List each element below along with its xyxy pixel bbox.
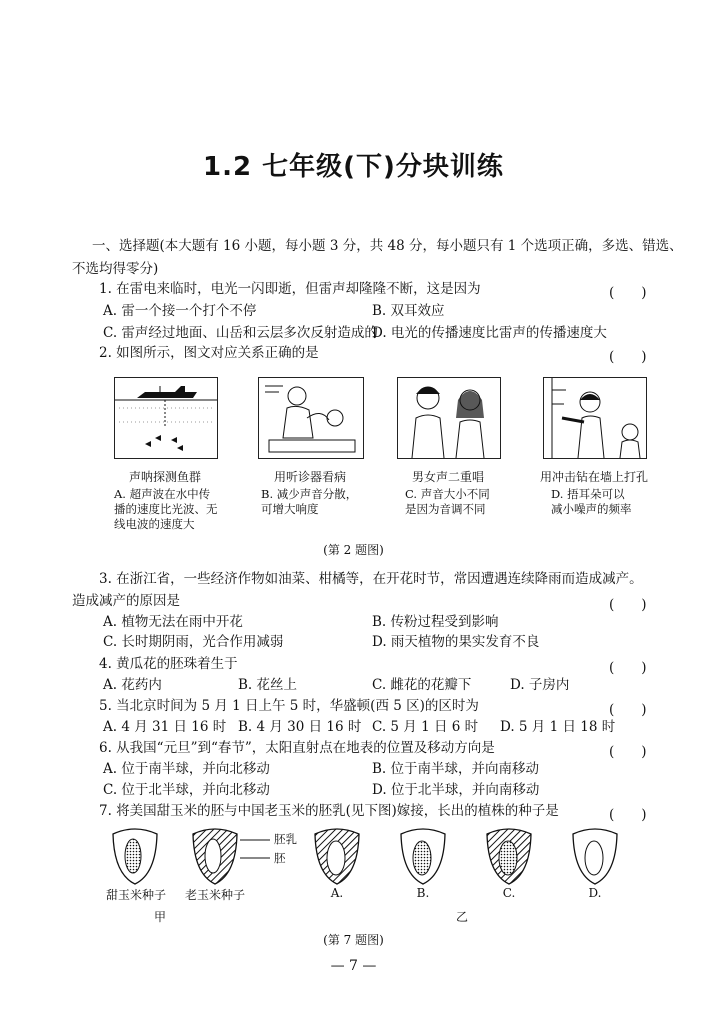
panel-caption-c: 男女声二重唱 [411, 470, 484, 484]
q5-stem: 5. 当北京时间为 5 月 1 日上午 5 时，华盛顿(西 5 区)的区时为 [99, 698, 479, 714]
q7-stem: 7. 将美国甜玉米的胚与中国老玉米的胚乳(见下图)嫁接，长出的植株的种子是 [99, 803, 559, 819]
q6-option-b: B. 位于南半球，并向南移动 [372, 761, 540, 777]
q3-option-a: A. 植物无法在雨中开花 [103, 614, 243, 630]
seed-label-c: C. [502, 886, 516, 900]
panel-option-a-line2: 播的速度比光波、无 [114, 502, 218, 516]
panel-option-c-line2: 是因为音调不同 [405, 502, 486, 516]
sonar-fish-image [114, 377, 218, 459]
group-label-yi: 乙 [455, 910, 468, 924]
seed-label-old: 老玉米种子 [184, 888, 245, 902]
q4-answer-paren[interactable]: ( ) [609, 660, 647, 676]
panel-option-d-line1: D. 捂耳朵可以 [551, 487, 625, 501]
q2-figure-label: (第 2 题图) [323, 543, 384, 557]
panel-option-a-line1: A. 超声波在水中传 [114, 487, 211, 501]
q1-answer-paren[interactable]: ( ) [609, 285, 647, 301]
panel-option-d-line2: 减小噪声的频率 [551, 502, 632, 516]
seed-label-a: A. [330, 886, 344, 900]
q1-option-d: D. 电光的传播速度比雷声的传播速度大 [372, 325, 607, 341]
q7-answer-paren[interactable]: ( ) [609, 807, 647, 823]
q6-answer-paren[interactable]: ( ) [609, 744, 647, 760]
q1-option-a: A. 雷一个接一个打个不停 [103, 303, 257, 319]
q3-stem-line2: 造成减产的原因是 [72, 593, 180, 609]
label-endosperm: 胚乳 [274, 832, 297, 846]
seed-option-d-image [568, 826, 622, 886]
q3-option-c: C. 长时期阴雨，光合作用减弱 [103, 634, 284, 650]
seed-label-d: D. [588, 886, 602, 900]
seed-label-b: B. [416, 886, 430, 900]
old-corn-seed-image [188, 826, 242, 886]
duet-singers-image [397, 377, 501, 459]
q4-option-a: A. 花药内 [103, 677, 162, 693]
panel-option-b-line1: B. 减少声音分散， [261, 487, 358, 501]
q6-option-a: A. 位于南半球，并向北移动 [103, 761, 270, 777]
seed-option-a-image [310, 826, 364, 886]
q1-option-c: C. 雷声经过地面、山岳和云层多次反射造成的 [103, 325, 378, 341]
sweet-corn-seed-image [108, 826, 162, 886]
q4-stem: 4. 黄瓜花的胚珠着生于 [99, 656, 238, 672]
q5-option-b: B. 4 月 30 日 16 时 [238, 719, 362, 735]
q2-answer-paren[interactable]: ( ) [609, 349, 647, 365]
page-number: — 7 — [330, 958, 377, 974]
q3-stem-line1: 3. 在浙江省，一些经济作物如油菜、柑橘等，在开花时节，常因遭遇连续降雨而造成减产。 [99, 571, 643, 587]
q5-answer-paren[interactable]: ( ) [609, 702, 647, 718]
section-header-line1: 一、选择题(本大题有 16 小题，每小题 3 分，共 48 分，每小题只有 1 个选项正确，多选、错选、 [92, 238, 683, 254]
q6-option-d: D. 位于北半球，并向南移动 [372, 782, 540, 798]
panel-caption-a: 声呐探测鱼群 [128, 470, 201, 484]
q7-figure-label: (第 7 题图) [323, 933, 384, 947]
q1-option-b: B. 双耳效应 [372, 303, 445, 319]
seed-option-c-image [482, 826, 536, 886]
stethoscope-image [258, 377, 364, 459]
q5-option-a: A. 4 月 31 日 16 时 [103, 719, 227, 735]
section-header-line2: 不选均得零分) [72, 261, 159, 277]
q4-option-b: B. 花丝上 [238, 677, 298, 693]
panel-option-c-line1: C. 声音大小不同 [405, 487, 490, 501]
q5-option-c: C. 5 月 1 日 6 时 [372, 719, 479, 735]
page-title: 1.2 七年级(下)分块训练 [203, 152, 504, 182]
panel-caption-b: 用听诊器看病 [273, 470, 346, 484]
q6-option-c: C. 位于北半球，并向北移动 [103, 782, 270, 798]
seed-option-b-image [396, 826, 450, 886]
q4-option-d: D. 子房内 [510, 677, 570, 693]
q2-stem: 2. 如图所示，图文对应关系正确的是 [99, 345, 319, 361]
label-leader-lines [240, 836, 272, 866]
q3-answer-paren[interactable]: ( ) [609, 597, 647, 613]
drill-wall-image [543, 377, 647, 459]
group-label-jia: 甲 [153, 910, 166, 924]
q1-stem: 1. 在雷电来临时，电光一闪即逝，但雷声却隆隆不断，这是因为 [99, 281, 481, 297]
q3-option-d: D. 雨天植物的果实发育不良 [372, 634, 540, 650]
panel-caption-d: 用冲击钻在墙上打孔 [539, 470, 648, 484]
panel-option-a-line3: 线电波的速度大 [114, 517, 195, 531]
q6-stem: 6. 从我国“元旦”到“春节”，太阳直射点在地表的位置及移动方向是 [99, 740, 495, 756]
label-embryo: 胚 [274, 851, 286, 865]
q5-option-d: D. 5 月 1 日 18 时 [500, 719, 616, 735]
q3-option-b: B. 传粉过程受到影响 [372, 614, 499, 630]
q4-option-c: C. 雌花的花瓣下 [372, 677, 472, 693]
panel-option-b-line2: 可增大响度 [261, 502, 319, 516]
seed-label-sweet: 甜玉米种子 [105, 888, 166, 902]
